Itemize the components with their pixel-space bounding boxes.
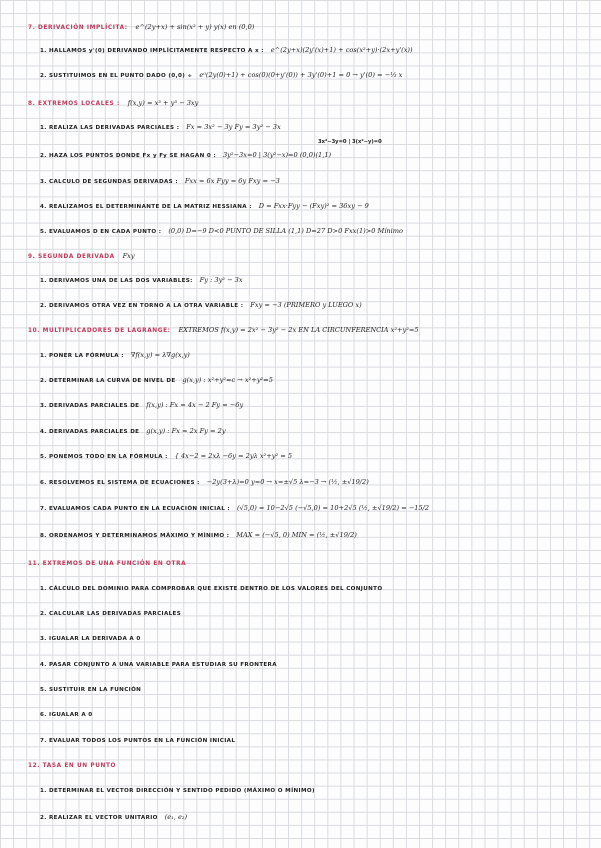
step-text: 5. SUSTITUIR EN LA FUNCIÓN [40, 687, 142, 693]
step-line [40, 426, 595, 437]
step-text: 2. CALCULAR LAS DERIVADAS PARCIALES [40, 611, 182, 617]
formula: Fx = 3x² − 3y Fy = 3y² − 3x [186, 123, 281, 131]
step-line [40, 275, 595, 286]
step-text: 8. ORDENAMOS Y DETERMINAMOS MÁXIMO Y MÍNIMO : [40, 533, 230, 539]
step-line [40, 201, 595, 212]
formula: (√5,0) = 10−2√5 (−√5,0) = 10+2√5 (½, ±√19/2) = −15/2 [236, 504, 430, 512]
formula: ∇f(x,y) = λ∇g(x,y) [130, 351, 190, 359]
step-line [40, 375, 595, 386]
step-text: 1. DERIVAMOS UNA DE LAS DOS VARIABLES: [40, 278, 193, 284]
step-text: 5. PONEMOS TODO EN LA FÓRMULA : [40, 454, 168, 460]
heading-text: 10. MULTIPLICADORES DE LAGRANGE: [28, 328, 171, 334]
system-equation-top: 3x²−3y=0 | 3(x²−y)=0 [318, 139, 382, 145]
formula: Fxx = 6x Fyy = 6y Fxy = −3 [184, 177, 280, 185]
section-heading [28, 325, 595, 336]
formula: { 4x−2 = 2xλ −6y = 2yλ x²+y² = 5 [174, 452, 293, 460]
step-line [40, 451, 595, 462]
heading-text: 9. SEGUNDA DERIVADA [28, 254, 115, 260]
step-line [40, 503, 595, 514]
step-line [40, 634, 595, 644]
section-heading [28, 559, 595, 569]
formula: f(x,y) : Fx = 4x − 2 Fy = −6y [146, 401, 244, 409]
heading-text: 12. TASA EN UN PUNTO [28, 763, 117, 769]
step-line [40, 786, 595, 796]
section-heading [28, 761, 595, 771]
formula: e^(2y+x) + sin(x² + y) y(x) en (0,0) [135, 23, 255, 31]
step-line [40, 584, 595, 594]
formula: g(x,y) : Fx = 2x Fy = 2y [146, 427, 226, 435]
section-heading [28, 22, 595, 33]
step-line [40, 660, 595, 670]
formula: EXTREMOS f(x,y) = 2x² − 3y² − 2x EN LA CIRCUNFERENCIA x²+y²=5 [178, 326, 419, 334]
step-line [40, 226, 595, 237]
section-heading [28, 251, 595, 262]
step-text: 4. DERIVADAS PARCIALES DE [40, 429, 140, 435]
step-line [40, 812, 595, 823]
step-line [40, 176, 595, 187]
step-text: 7. EVALUAMOS CADA PUNTO EN LA ECUACIÓN INICIAL : [40, 506, 231, 512]
step-text: 4. PASAR CONJUNTO A UNA VARIABLE PARA ESTUDIAR SU FRONTERA [40, 662, 277, 668]
step-text: 1. CÁLCULO DEL DOMINIO PARA COMPROBAR QUE EXISTE DENTRO DE LOS VALORES DEL CONJUNTO [40, 586, 383, 592]
formula: e⁰(2y(0)+1) + cos(0)(0+y'(0)) + 3y'(0)+1 = 0 → y'(0) = −⅓ x [199, 71, 403, 79]
formula: e^(2y+x)(2y'(x)+1) + cos(x²+y)·(2x+y'(x)) [270, 46, 413, 54]
heading-text: 11. EXTREMOS DE UNA FUNCIÓN EN OTRA [28, 561, 187, 567]
formula: (0,0) D=−9 D<0 PUNTO DE SILLA (1,1) D=27 D>0 Fxx(1)>0 Mínimo [168, 227, 403, 235]
step-text: 6. RESOLVEMOS EL SISTEMA DE ECUACIONES : [40, 480, 200, 486]
step-text: 3. IGUALAR LA DERIVADA A 0 [40, 636, 141, 642]
step-line [40, 350, 595, 361]
step-text: 2. HAZA LOS PUNTOS DONDE Fx y Fy SE HAGAN 0 : [40, 153, 217, 159]
formula: f(x,y) = x³ + y³ − 3xy [127, 99, 199, 107]
step-text: 3. CALCULO DE SEGUNDAS DERIVADAS : [40, 179, 178, 185]
step-text: 6. IGUALAR A 0 [40, 712, 93, 718]
step-line [40, 300, 595, 311]
step-text: 7. EVALUAR TODOS LOS PUNTOS EN LA FUNCIÓN INICIAL [40, 738, 236, 744]
step-text: 2. SUSTITUIMOS EN EL PUNTO DADO (0,0) ÷ [40, 73, 193, 79]
step-line [40, 45, 595, 56]
formula: D = Fxx·Fyy − (Fxy)² = 36xy − 9 [258, 202, 369, 210]
step-line [40, 710, 595, 720]
heading-text: 8. EXTREMOS LOCALES : [28, 101, 120, 107]
step-text: 2. REALIZAR EL VECTOR UNITARIO [40, 815, 158, 821]
step-line [40, 70, 595, 81]
step-text: 5. EVALUAMOS D EN CADA PUNTO : [40, 229, 162, 235]
step-line [40, 122, 595, 133]
step-line [40, 609, 595, 619]
step-line [40, 477, 595, 488]
formula: −2y(3+λ)=0 y=0 → x=±√5 λ=−3 → (½, ±√19/2) [206, 478, 369, 486]
step-line [40, 150, 595, 161]
formula: (e₁, e₂) [164, 813, 188, 821]
formula: MAX = (−√5, 0) MIN = (½, ±√19/2) [236, 531, 357, 539]
formula: Fy : 3y² − 3x [199, 276, 243, 284]
step-text: 4. REALIZAMOS EL DETERMINANTE DE LA MATRIZ HESSIANA : [40, 204, 252, 210]
step-text: 1. HALLAMOS y'(0) DERIVANDO IMPLÍCITAMENTE RESPECTO A x : [40, 48, 264, 54]
step-line [40, 685, 595, 695]
heading-text: 7. DERIVACIÓN IMPLÍCITA: [28, 25, 128, 31]
step-line [40, 400, 595, 411]
section-heading [28, 98, 595, 109]
step-text: 2. DETERMINAR LA CURVA DE NIVEL DE [40, 378, 176, 384]
formula: Fxy = −3 (PRIMERO y LUEGO x) [250, 301, 362, 309]
formula: g(x,y) : x²+y²=c → x²+y²=5 [182, 376, 273, 384]
step-text: 1. REALIZA LAS DERIVADAS PARCIALES : [40, 125, 180, 131]
formula: Fxy [122, 252, 135, 260]
formula: 3y²−3x=0 | 3(y²−x)=0 (0,0)(1,1) [222, 151, 332, 159]
step-text: 1. PONER LA FÓRMULA : [40, 353, 124, 359]
step-text: 1. DETERMINAR EL VECTOR DIRECCIÓN Y SENTIDO PEDIDO (MÁXIMO O MÍNIMO) [40, 788, 315, 794]
step-text: 3. DERIVADAS PARCIALES DE [40, 403, 140, 409]
step-line [40, 530, 595, 541]
step-line [40, 736, 595, 746]
step-text: 2. DERIVAMOS OTRA VEZ EN TORNO A LA OTRA VARIABLE : [40, 303, 244, 309]
